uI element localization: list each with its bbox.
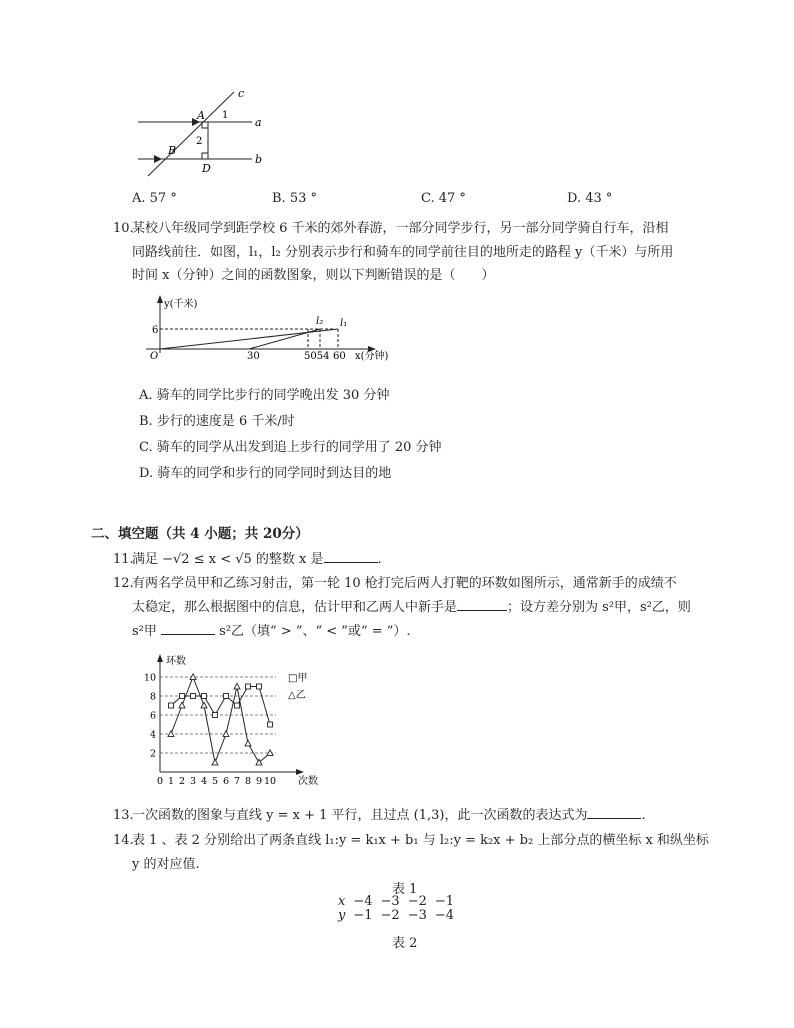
data-point-jia	[213, 713, 218, 718]
data-point-jia	[246, 684, 251, 689]
legend-jia: □甲	[288, 672, 308, 684]
data-point-jia	[257, 684, 262, 689]
y-tick-6: 6	[152, 325, 159, 336]
q11-number: 11.	[113, 552, 134, 567]
q10-option-d[interactable]: D. 骑车的同学和步行的同学同时到达目的地	[139, 466, 392, 481]
table-1-row-x	[334, 895, 458, 909]
q14-number: 14.	[113, 833, 134, 848]
section-2-title: 二、填空题（共 4 小题；共 20分）	[91, 526, 309, 542]
y-axis-label: y(千米)	[164, 299, 198, 310]
q10-option-c[interactable]: C. 骑车的同学从出发到追上步行的同学用了 20 分钟	[139, 440, 442, 455]
q10-line-1: 某校八年级同学到距学校 6 千米的郊外春游，一部分同学步行，另一部分同学骑自行车，沿相	[132, 221, 669, 236]
table-1-title: 表 1	[392, 882, 418, 897]
data-point-yi	[179, 702, 185, 708]
table-2-title: 表 2	[392, 936, 418, 951]
label-a: a	[255, 116, 262, 129]
table-cell: −2	[407, 894, 427, 909]
data-point-jia	[169, 703, 174, 708]
table-cell: −2	[380, 908, 400, 923]
chart-x-tick: 0	[156, 776, 164, 787]
q12-chart	[138, 652, 328, 788]
q12-line-3	[132, 620, 411, 644]
table-cell: −1	[353, 908, 373, 923]
legend-yi: △乙	[288, 689, 306, 701]
series-line-乙	[171, 677, 270, 763]
chart-x-tick: 3	[189, 776, 197, 787]
q11-text	[132, 548, 382, 572]
label-D: D	[202, 162, 211, 175]
data-point-jia	[191, 694, 196, 699]
q12-blank-2[interactable]	[161, 620, 215, 635]
chart-x-tick: 8	[244, 776, 252, 787]
q12-line-1: 有两名学员甲和乙练习射击，第一轮 10 枪打完后两人打靶的环数如图所示，通常新手的成绩不	[132, 576, 677, 591]
q13-blank[interactable]	[587, 804, 641, 819]
chart-x-tick: 6	[222, 776, 230, 787]
data-point-yi	[212, 759, 218, 765]
data-point-jia	[224, 694, 229, 699]
q12-line-2b: ；设方差分别为 s²甲，s²乙，则	[507, 600, 691, 615]
chart-y-tick: 6	[149, 710, 156, 722]
q14-line-1: 表 1 、表 2 分别给出了两条直线 l₁:y = k₁x + b₁ 与 l₂:y = k₂x + b₂ 上部分点的横坐标 x 和纵坐标	[132, 833, 709, 848]
chart-y-tick: 2	[149, 748, 156, 760]
q11-post: .	[377, 552, 382, 567]
chart-x-label: 次数	[298, 776, 318, 787]
line-l2	[249, 329, 320, 349]
q10-line-2: 同路线前往．如图，l₁，l₂ 分别表示步行和骑车的同学前往目的地所走的路程 y（千米）与所用	[132, 245, 674, 260]
y-axis-arrow-icon	[157, 295, 163, 303]
right-angle-d	[202, 153, 208, 159]
label-l1: l₁	[340, 318, 348, 329]
table-1-row-y	[334, 909, 458, 923]
data-point-jia	[180, 694, 185, 699]
chart-x-tick: 7	[233, 776, 241, 787]
table-cell: x	[338, 894, 346, 909]
table-cell: −4	[353, 894, 373, 909]
series-line-甲	[171, 687, 270, 725]
table-cell: −3	[407, 908, 427, 923]
data-point-jia	[202, 694, 207, 699]
q10-option-b[interactable]: B. 步行的速度是 6 千米/时	[139, 414, 295, 429]
q13-pre: 一次函数的图象与直线 y = x + 1 平行，且过点 (1,3)，此一次函数的表达式为	[132, 808, 588, 823]
x-axis-label: x(分钟)	[355, 351, 389, 362]
q12-line-2a: 太稳定，那么根据图中的信息，估计甲和乙两人中新手是	[132, 600, 458, 615]
q13-text	[132, 804, 646, 828]
q10-line-3: 时间 x（分钟）之间的函数图象，则以下判断错误的是（ ）	[132, 268, 495, 283]
label-b: b	[255, 153, 263, 166]
line-l1	[160, 329, 338, 349]
x-tick-50-54: 5054	[304, 351, 330, 362]
chart-x-tick: 9	[255, 776, 263, 787]
chart-x-tick: 2	[178, 776, 186, 787]
table-cell: −4	[434, 908, 455, 923]
chart-y-arrow-icon	[157, 654, 163, 662]
x-tick-30: 30	[247, 351, 260, 362]
q11-blank[interactable]	[324, 548, 378, 563]
q13-post: .	[641, 808, 646, 823]
q11-pre: 满足 −√2 ≤ x < √5 的整数 x 是	[132, 552, 324, 567]
data-point-yi	[190, 674, 196, 680]
chart-x-tick: 5	[211, 776, 219, 787]
line-c	[148, 92, 234, 176]
q9-option-a[interactable]: A. 57 °	[132, 191, 177, 206]
label-c: c	[238, 88, 245, 100]
data-point-jia	[268, 722, 273, 727]
data-point-yi	[245, 740, 251, 746]
data-point-yi	[234, 683, 240, 689]
data-point-yi	[168, 731, 174, 737]
data-point-yi	[267, 750, 273, 756]
chart-y-label: 环数	[166, 656, 186, 667]
chart-y-tick: 4	[149, 729, 156, 741]
q12-line-2	[132, 596, 691, 620]
data-point-yi	[201, 702, 207, 708]
label-A: A	[197, 109, 205, 122]
chart-x-tick: 4	[200, 776, 208, 787]
q9-option-b[interactable]: B. 53 °	[272, 191, 317, 206]
chart-x-tick: 10	[263, 776, 277, 787]
table-cell: y	[338, 908, 346, 923]
table-cell: −3	[380, 894, 400, 909]
data-point-yi	[223, 731, 229, 737]
origin-label: O	[150, 351, 159, 362]
q10-number: 10.	[113, 221, 134, 236]
q10-option-a[interactable]: A. 骑车的同学比步行的同学晚出发 30 分钟	[139, 388, 390, 403]
q12-line-3b: s²乙（填“ > ”、“ < ”或“ = ”）.	[219, 624, 411, 639]
chart-y-tick: 8	[149, 691, 156, 703]
q12-number: 12.	[113, 576, 134, 591]
q10-graph	[140, 293, 400, 369]
table-cell: −1	[434, 894, 455, 909]
table-1	[334, 895, 458, 923]
q12-line-3a: s²甲	[132, 624, 157, 639]
q14-line-2: y 的对应值.	[132, 857, 200, 872]
chart-x-tick: 1	[167, 776, 175, 787]
chart-x-arrow-icon	[296, 769, 304, 775]
label-angle-2: 2	[196, 136, 203, 147]
x-tick-60: 60	[333, 351, 346, 362]
arrow-b-icon	[154, 155, 162, 163]
data-point-jia	[235, 703, 240, 708]
q9-figure	[130, 88, 270, 178]
q12-blank-1[interactable]	[457, 596, 507, 611]
q9-option-c[interactable]: C. 47 °	[421, 191, 466, 206]
chart-y-tick: 10	[143, 672, 156, 684]
q9-option-d[interactable]: D. 43 °	[567, 191, 613, 206]
label-B: B	[168, 144, 177, 157]
q13-number: 13.	[113, 808, 134, 823]
label-angle-1: 1	[222, 110, 229, 121]
label-l2: l₂	[316, 316, 324, 327]
